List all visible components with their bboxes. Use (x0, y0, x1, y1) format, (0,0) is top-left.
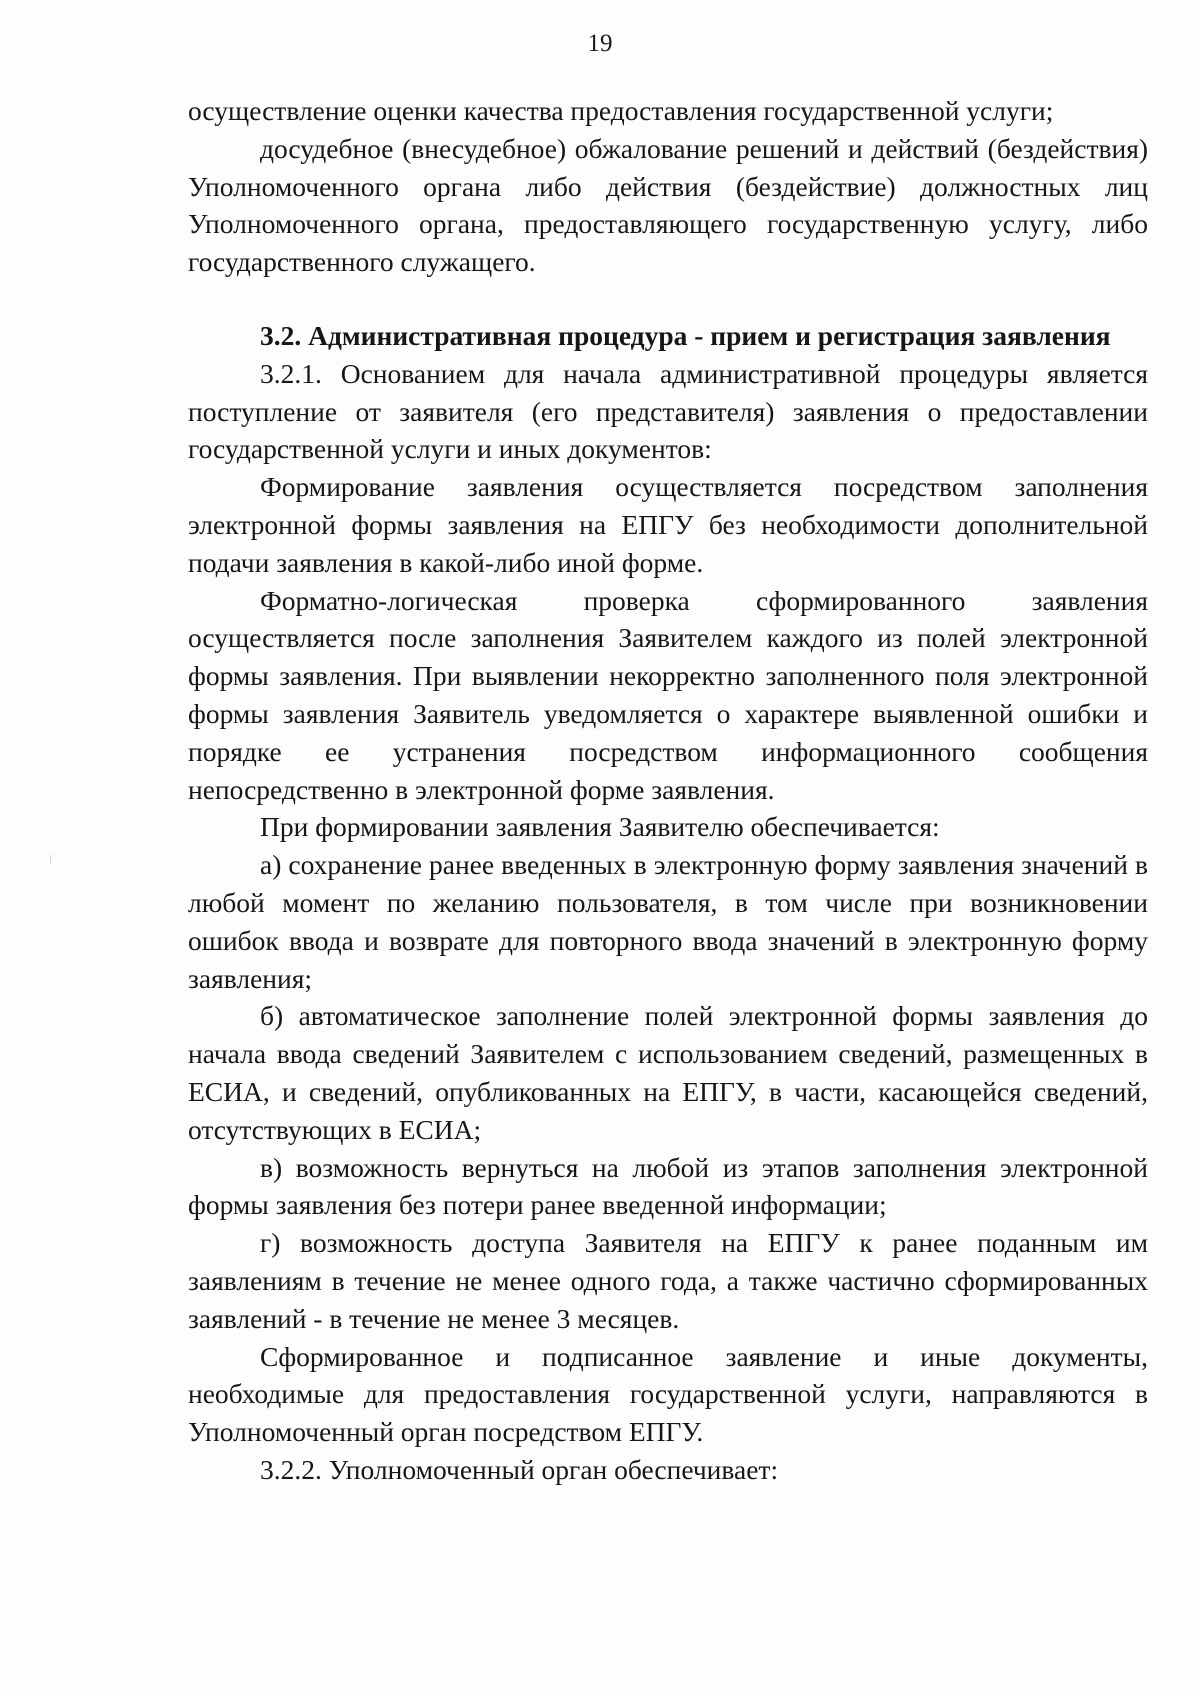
intro-paragraph: досудебное (внесудебное) обжалование решений и действий (бездействия) Уполномоченного органа либо действия (бездействие) должностных лиц Уполномоченного органа, предоставляющего государственную услугу, либо государственного служащего. (188, 132, 1148, 278)
scan-artifact (50, 855, 51, 863)
intro-line: осуществление оценки качества предоставления государственной услуги; (188, 95, 1054, 126)
paragraph-provided-features: При формировании заявления Заявителю обеспечивается: (260, 811, 940, 843)
paragraph-3-2-2: 3.2.2. Уполномоченный орган обеспечивает: (260, 1453, 779, 1485)
section-heading: 3.2. Административная процедура - прием и регистрация заявления (260, 319, 1111, 351)
list-item-v: в) возможность вернуться на любой из этапов заполнения электронной формы заявления без потери ранее введенной информации; (188, 1151, 1148, 1221)
paragraph-3-2-1: 3.2.1. Основанием для начала административной процедуры является поступление от заявителя (его представителя) заявления о предоставлении государственной услуги и иных документов: (188, 357, 1148, 465)
document-body (188, 92, 1148, 1489)
list-item-a: а) сохранение ранее введенных в электронную форму заявления значений в любой момент по желанию пользователя, в том числе при возникновении ошибок ввода и возврате для повторного ввода значений в электронную форму заявления; (188, 849, 1148, 994)
list-item-g: г) возможность доступа Заявителя на ЕПГУ к ранее поданным им заявлениям в течение не менее одного года, а также частично сформированных заявлений - в течение не менее 3 месяцев. (188, 1227, 1148, 1334)
paragraph-format-check: Форматно-логическая проверка сформированного заявления осуществляется после заполнения Заявителем каждого из полей электронной формы заявления. При выявлении некорректно заполненного поля электронной формы заявления Заявитель уведомляется о характере выявленной ошибки и порядке ее устранения посредством информационного сообщения непосредственно в электронной форме заявления. (188, 584, 1148, 805)
page-number: 19 (587, 30, 613, 57)
list-item-b: б) автоматическое заполнение полей электронной формы заявления до начала ввода сведений Заявителем с использованием сведений, размещенных в ЕСИА, и сведений, опубликованных на ЕПГУ, в части, касающейся сведений, отсутствующих в ЕСИА; (188, 1000, 1148, 1145)
paragraph-form-creation: Формирование заявления осуществляется посредством заполнения электронной формы заявления на ЕПГУ без необходимости дополнительной подачи заявления в какой-либо иной форме. (188, 471, 1148, 578)
paragraph-submission: Сформированное и подписанное заявление и иные документы, необходимые для предоставления государственной услуги, направляются в Уполномоченный орган посредством ЕПГУ. (188, 1340, 1148, 1448)
